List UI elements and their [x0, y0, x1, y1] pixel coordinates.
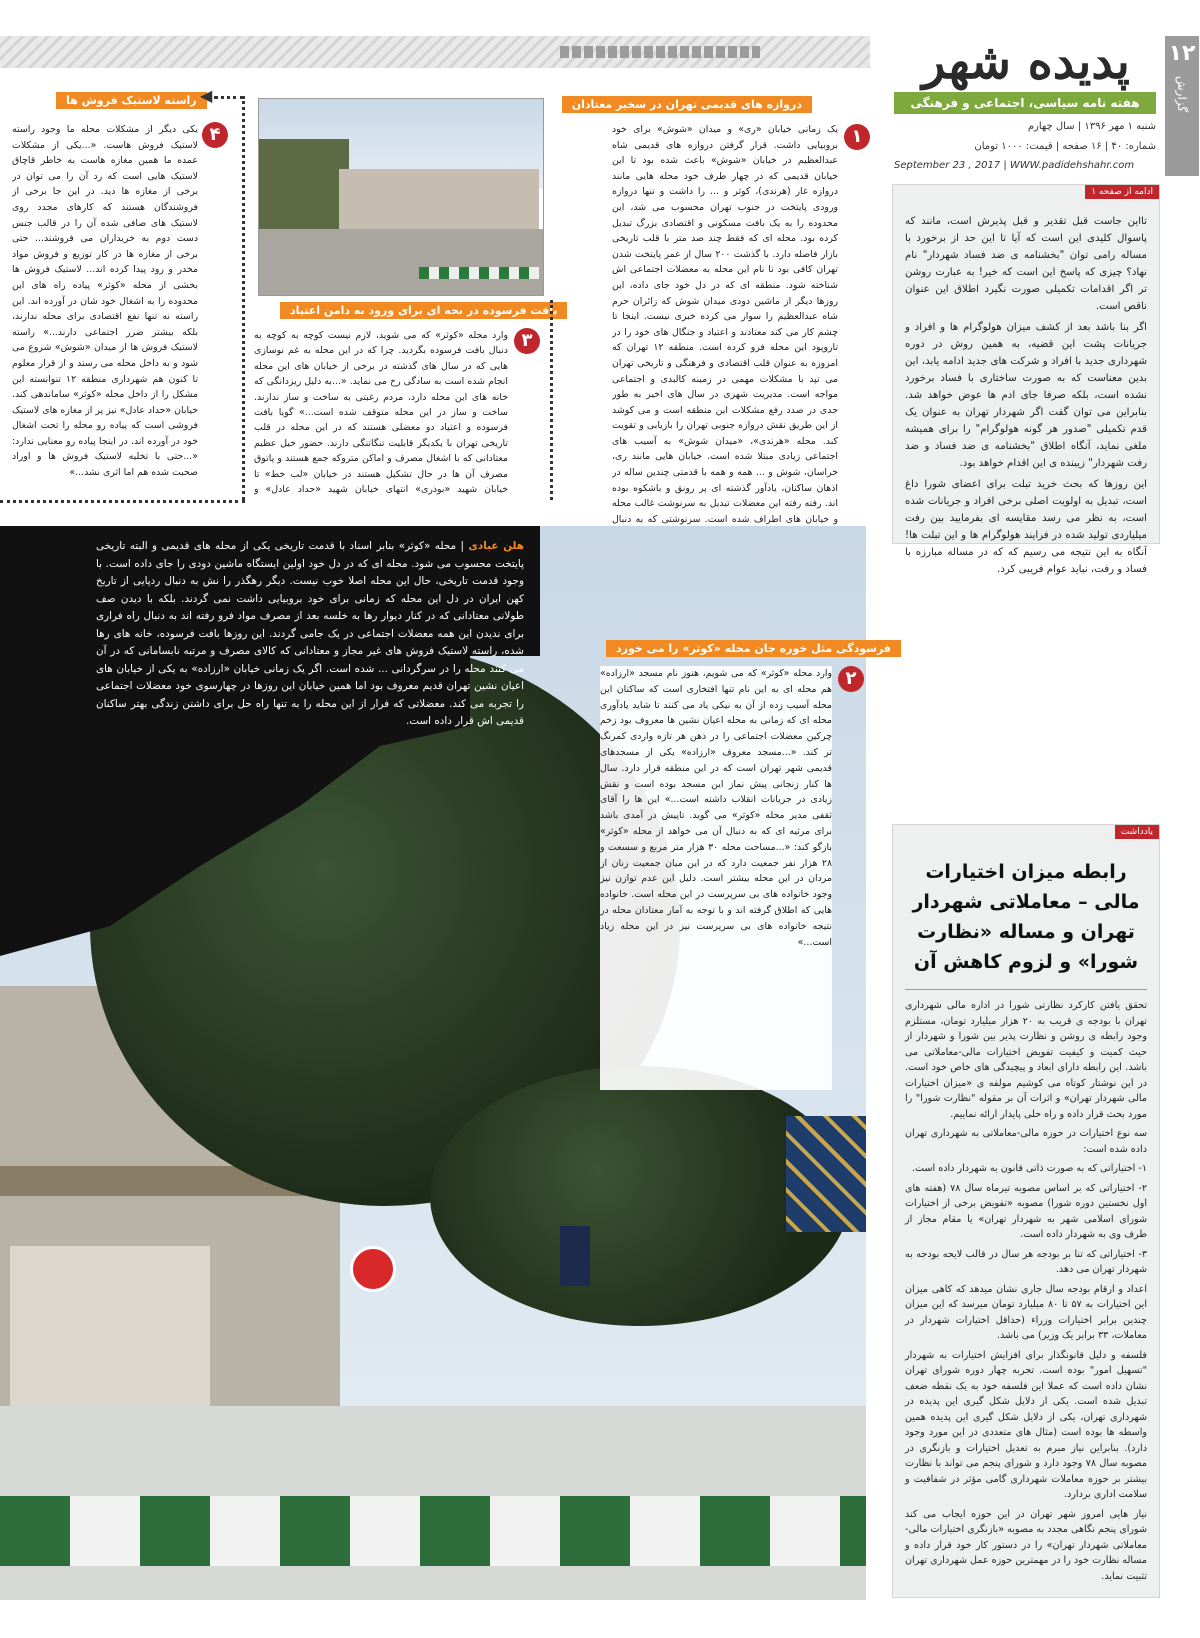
continued-paragraph: اگر بنا باشد بعد از کشف میزان هولوگرام ها و افراد و جریانات پشت این قضیه، به همین روش در دوره شهرداری جدید با افراد و شرکت های جدید ادامه یابد، این بدین معناست که به صورت ساختاری با فساد برخورد نشده است، بلکه صرفا جای ادم ها عوض خواهد شد. بنابراین می توان گفت اگر شهردار تهران به عنوان یک قدم تکمیلی "صدور هر گونه هولوگرام" را برای همیشه ملغی نماید، آنگاه اطلاق "بخشنامه ی ضد فساد و ضد رفت شهردار" زیبنده ی این اقدام خواهد بود. [905, 322, 1147, 469]
analysis-paragraph: سه نوع اختیارات در حوزه مالی-معاملاتی به شهرداری تهران داده شده است: [905, 1128, 1147, 1155]
continued-label: ادامه از صفحه ۱ [1085, 185, 1159, 199]
divider [905, 989, 1147, 990]
continued-paragraph: تااین جاست قبل تقدیر و قبل پذیرش است، مانند که پاسوال کلیدی این است که آیا تا این حد از برخورد با مساله رامی توان "بخشنامه ی ضد فساد شهردار" نام نهاد؟ چیزی که پاسخ این است که خیر! به عبارت روشن تر اگر اقدامات تکمیلی صورت نگیرد اطلاق این عنوان ناقص است. [905, 216, 1147, 312]
analysis-paragraph: نیاز هایی امروز شهر تهران در این حوزه ایجاب می کند شورای پنجم نگاهی مجدد به مصوبه «بازنگری اختیارات مالی-معاملاتی شهردار تهران» را در دستور کار خود قرار داده و مساله نظارت خود را در مهمترین حوزه عمل شهرداری تهران تثبیت نماید. [905, 1508, 1147, 1582]
analysis-paragraph: تحقق یافتن کارکرد نظارتی شورا در اداره مالی شهرداری تهران با بودجه ی قریب به ۲۰ هزار میلیارد تومان، مستلزم وجود رابطه ی روشن و نظارت پذیر بین شورا و شهردار از حیث کمیت و کیفیت تفویض اختیارات مالی-معاملاتی می باشد. این رابطه دارای ابعاد و پیچیدگی های خاص خود است. در این نوشتار کوتاه می کوشیم مولفه ی «میزان اختیارات مالی شهردار تهران» و اثرات آن بر مقوله "نظارت شورا" را مورد بحث قرار داده و راه حلی پایدار ارائه نماییم. [905, 1000, 1147, 1120]
newspaper-logo: پدیده شهر [922, 34, 1130, 90]
street-photo [258, 98, 544, 296]
section1-text: یک زمانی خیابان «ری» و میدان «شوش» برای خود بروبیایی داشت. قرار گرفتن دروازه های قدیمی شاه عبدالعظیم در خیابان «شوش» باعث شده بود تا این خیابان قدیمی که در چهار طرف خود محله هایی مانند دروازه غار (هرندی)، کوثر و ... را داشت و تنها دروازه ورودی پایتخت در جنوب تهران محسوب می شد، این محدوده را به یک بافت مسکونی و اقتصادی بزرگ تبدیل کرده بود. محله ای که فقط چند صد متر با قلب تاریخی بازار فاصله دارد. با گذشت ۲۰۰ سال از عمر پایتخت شدن تهران کافی بود تا نام این محله به معضلات اجتماعی اش شناخته شود. منطقه ای که در دل خود جای داده، این روزها دیگر از ماشین دودی میدان شوش که زائران حرم شاه عبدالعظیم را سوار می کرده خبری نیست. اینجا تا چشم کار می کند معتادند و اعتیاد و جنگال های خود را در تاروپود این محله فرو کرده است. منطقه ۱۲ تهران که امروزه به عنوان قلب اقتصادی و فرهنگی و تاریخی تهران می تپد با مشکلات مهمی در زمینه کالبدی و اجتماعی مواجه است. مدیریت شهری در سال های اخیر به طور جدی در صدد رفع مشکلات این منطقه است و می کوشد از این طریق نقش دروازه جنوبی تهران را بازیابی و تقویت کند. محله «هرندی»، «میدان شوش» به آسیب های اجتماعی زیادی مبتلا شده است. خیابان هایی مانند ری، خراسان، شوش و ... همه و همه با قدمتی چندین ساله در اذهان ساکنان، یادآور گذشته ای پر رونق و باشکوه بوده اند. رفته رفته این معضلات تبدیل به سرنوشت غالب محله و خیابان های اطراف شده است. سرنوشتی که به دنبال [612, 124, 838, 525]
dotted-connector [550, 300, 553, 500]
issue-date-line: شنبه ۱ مهر ۱۳۹۶ | سال چهارم [1027, 121, 1156, 132]
section4-title: راسته لاستیک فروش ها [56, 92, 207, 109]
section3-number-badge: ۳ [514, 328, 540, 354]
website-line: September 23 , 2017 | WWW.padidehshahr.com [894, 160, 1135, 171]
section3-text: وارد محله «کوثر» که می شوید، لازم نیست کوچه به کوچه به دنبال بافت فرسوده بگردید. چرا که در این محله به غم نوسازی هایی که در سال های گذشته در برخی از خیابان های این محله انجام شده است به سادگی رخ می نماید. «...به دلیل ریزدانگی که خانه های این محله دارد، مردم رغبتی به ساخت و ساز ندارند. ساخت و ساز در این محله متوقف شده است...» گویا بافت فرسوده و اعتیاد دو معضلی هستند که در این محله در قلب تاریخی تهران با یکدیگر قابلیت تنگاتنگی دارند. حضور خیل عظیم معتادانی که با اشغال مصرف و اماکن متروکه جمع هستند و پاتوق مصرف آن ها در حال تشکیل هستند در خیابان «لب خط» تا خیابان شهید «بوذری» انتهای خیابان شهید «حداد عادل» و [254, 330, 508, 496]
analysis-headline: رابطه میزان اختیارات مالی – معاملاتی شهردار تهران و مساله «نظارت شورا» و لزوم کاهش آن [912, 861, 1140, 973]
header-pattern-stripe [0, 36, 870, 68]
section4-article [12, 122, 198, 510]
analysis-label: یادداشت [1115, 825, 1159, 839]
arrow-left-icon: ◀ [200, 86, 213, 105]
section1-number-badge: ۱ [844, 124, 870, 150]
continued-paragraph: این روزها که بحث خرید تبلت برای اعضای شورا داغ است، تبدیل به اولویت اصلی برخی افراد و جریانات شده است، به نظر می رسد مقایسه ای بفرمایید بین رفت میلیاردی تولید شده در فرایند هولوگرام ها و این تبلت ها! آنگاه به این نتیجه می رسیم که که در مساله مبارزه با فساد و رفت، نباید عوام فریبی کرد. [905, 479, 1147, 575]
masthead [894, 36, 1156, 176]
continued-box [892, 184, 1160, 575]
byline-intro: محله «کوثر» بنابر اسناد با قدمت تاریخی یکی از محله های قدیمی و البته تاریخی پایتخت محسوب می شود. محله ای که در دل خود اولین ایستگاه ماشین دودی را جای داده است. با وجود قدمت تاریخی، حال این محله اصلا خوب نیست. دیگر رهگذر را نش به دنبال ردپایی از تاریخ کهن ایران در دل این محله که زمانی برای خود بروبیایی داشت نمی گردند. بلکه با دیدن صف طولانی معتادانی که در کنار دیوار رها به خلسه بعد از مصرف مواد فرو رفته اند به دنبال راه فراری برای ندیدن این همه معضلات اجتماعی در یک جامی گردند. این روزها بافت فرسوده، خانه های رها شده، راسته لاستیک فروش های غیر مجاز و معتادانی که کالای مصرف و مرتبه نابسامانی که در آن می کنند محله را در سرگردانی ... شده است. اگر یک زمانی خیابان «ارزاده» به یکی از خیابان های اعیان نشین تهران قدیم معروف بود اما همین خیابان این روزها در چهارسوی خود معضلات اجتماعی را تجربه می کند. معضلاتی که فرار از این محله را به تنها راه حل برای داشتن زندگی بهتر ساکنان قدیمی اش قرار داده است. [96, 540, 524, 727]
byline-block [96, 538, 524, 788]
analysis-paragraph: ۲- اختیاراتی که بر اساس مصوبه تیرماه سال ۷۸ (هفته های اول نخستین دوره شورا) مصوبه «تفویض برخی از اختیارات شورای اسلامی شهر به شهردار تهران» یا مقام مجاز از طرف وی به شهردار داده است. [905, 1182, 1147, 1240]
analysis-paragraph: اعداد و ارقام بودجه سال جاری نشان میدهد که کاهی میزان این اختیارات به ۵۷ تا ۸۰ میلیارد تومان میرسد که این میزان چندین برابر اختیارات وزراء (حداقل اختیارات شهردار در معاملات، ۳۳ برابر یک وزیر) می باشد. [905, 1283, 1147, 1341]
section4-text: یکی دیگر از مشکلات محله ما وجود راسته لاستیک فروش هاست. «...یکی از مشکلات عمده ما همین مغازه هاست به خاطر قاچاق لاستیک هایی است که رد آن را می توان در برخی از مغازه ها دید. در این جا برخی از فروشندگان هستند که کارهای مجدد روی لاستیک های صافی شده آن را در قالب جنس دست دوم به خریداران می فروشند... حتی برخی از مغازه ها در کار توزیع و فروش مواد مخدر و رود پیدا کرده اند... لاستیک فروش ها بخشی از محله «کوثر» پیاده راه های این محدوده را به اشغال خود شان در آورده اند. این راسته نه تنها نفع اقتصادی برای محله ندارند، بلکه بیشتر ضرر اجتماعی دارند...» راسته لاستیک فروش ها از میدان «شوش» شروع می شود و به داخل محله می رسند و از قرار معلوم تا کنون هم شهرداری منطقه ۱۲ تنوانسته این مشکل را از داخل محله «کوثر» ساماندهی کند. خیابان «حداد عادل» نیز پر از مغازه های لاستیک فروشی است که پیاده رو محله را تحت اشغال خود در آورده اند. در اینجا پیاده رو معنایی ندارد: «...حتی با تخلیه لاستیک فروش ها و اوراد صحبت شده هم اما اثری نشد...» [12, 124, 198, 479]
analysis-box [892, 824, 1160, 1598]
section2-title: فرسودگی مثل خوره جان محله «کوثر» را می خورد [606, 640, 901, 657]
section2-text: وارد محله «کوثر» که می شویم، هنوز نام مسجد «ارزاده» هم محله ای به این نام تنها افتخاری است که ساکنان این محله آسیب زده از آن به نیکی یاد می کنند تا شاید یادآوری محله ای که زمانی به محله اعیان نشین ها معروف بود زخم چرکین معضلات اجتماعی را در ذهن هر تازه واردی کمرنگ تر کند. «...مسجد معروف «ارزاده» یکی از مسجدهای قدیمی شهر تهران است که در این منطقه قرار دارد. سال ها کنار زنجانی پیش نماز این مسجد بوده است و نقش زیادی در جریانات انقلاب داشته است...» این ها را آقای ثقفی مدیر محله «کوثر» می گوید. تاپیش در آمدی باشد برای مرثیه ای که به دنبال آن می خواهد از محله «کوثر» بازگو کند: «...مساحت محله ۳۰ هزار متر مربع و سسعت و ۲۸ هزار نفر جمعیت دارد که در این میان جمعیت زنان از مردان در این محله بیشتر است. دلیل این عدم توازن نیز وجود خانواده های بی سرپرست در این محله است. خانواده هایی که اطلاق گرفته اند و با توجه به آمار معتادان محله در نتیجه خانواده های بی سرپرست نیز در این محله زیاد است...» [600, 668, 832, 948]
header-dots-decoration [560, 46, 760, 58]
issue-number-line: شماره: ۴۰ | ۱۶ صفحه | قیمت: ۱۰۰۰ تومان [974, 141, 1156, 152]
section2-article [600, 666, 832, 1090]
section4-number-badge: ۴ [202, 122, 228, 148]
analysis-paragraph: ۱- اختیاراتی که به صورت ذاتی قانون به شهردار داده است. [911, 1163, 1147, 1174]
analysis-paragraph: فلسفه و دلیل قانونگذار برای افزایش اختیارات به شهردار "تسهیل امور" بوده است. تجربه چهار دوره شورای تهران نشان داده است که عملا این فلسفه خود به یک نقطه ضعف تبدیل شده است. یکی از دلایل شکل گیری این پدیده در شهرداری تهران، یکی از دلایل شکل گیری این پدیده همین واسطه ها بوده است (مثال های متعددی در این مورد وجود دارد). بنابراین نیاز مبرم به تعدیل اختیارات و بازنگری در مصوبه سال ۷۸ وجود دارد و شورای پنجم می تواند با نظارت بیشتر بر حوزه معاملات شهرداری گامی مؤثر در شفافیت و سلامت اداری بردارد. [905, 1349, 1148, 1500]
analysis-paragraph: ۳- اختیاراتی که تنا بر بودجه هر سال در قالب لایحه بودجه به شهردار تهران می دهد. [905, 1248, 1147, 1275]
dotted-connector [0, 500, 245, 503]
tagline: هفته نامه سیاسی، اجتماعی و فرهنگی [894, 92, 1156, 114]
dotted-connector [214, 96, 244, 99]
section3-article [254, 328, 508, 496]
byline-text: هلن عبادی | محله «کوثر» بنابر اسناد با قدمت تاریخی یکی از محله های قدیمی و البته تاریخی پایتخت محسوب می شود. محله ای که در دل خود اولین ایستگاه ماشین دودی را جای داده است. با وجود قدمت تاریخی، حال این محله اصلا خوب نیست. دیگر رهگذر را نش به دنبال ردپایی از تاریخ کهن ایران در دل این محله که زمانی برای خود بروبیایی داشت نمی گردند. بلکه با دیدن صف طولانی معتادانی که در کنار دیوار رها به خلسه بعد از مصرف مواد فرو رفته اند به دنبال راه فراری برای ندیدن این همه معضلات اجتماعی در یک جامی گردند. این روزها بافت فرسوده، خانه های رها شده، راسته لاستیک فروش های غیر مجاز و معتادانی که کالای مصرف و مرتبه نابسامانی که در آن می کنند محله را در سرگردانی ... شده است. اگر یک زمانی خیابان «ارزاده» به یکی از خیابان های اعیان نشین تهران قدیم معروف بود اما همین خیابان این روزها در چهارسوی خود معضلات اجتماعی را تجربه می کند. معضلاتی که فرار از این محله را به تنها راه حل برای داشتن زندگی بهتر ساکنان قدیمی اش قرار داده است. [96, 540, 524, 727]
section3-title: بافت فرسوده در بحه ای برای ورود به دامن اعتیاد [280, 302, 567, 319]
page-number-box [1165, 36, 1199, 176]
section2-number-badge: ۲ [838, 666, 864, 692]
dotted-connector [242, 96, 245, 500]
section-name: گزارش [1175, 76, 1189, 113]
page-number: ۱۲ [1168, 41, 1196, 66]
section1-title: دروازه های قدیمی تهران در سخیر معتادان [562, 96, 812, 113]
byline-author: هلن عبادی [468, 540, 524, 552]
tile-decoration [786, 1116, 866, 1232]
